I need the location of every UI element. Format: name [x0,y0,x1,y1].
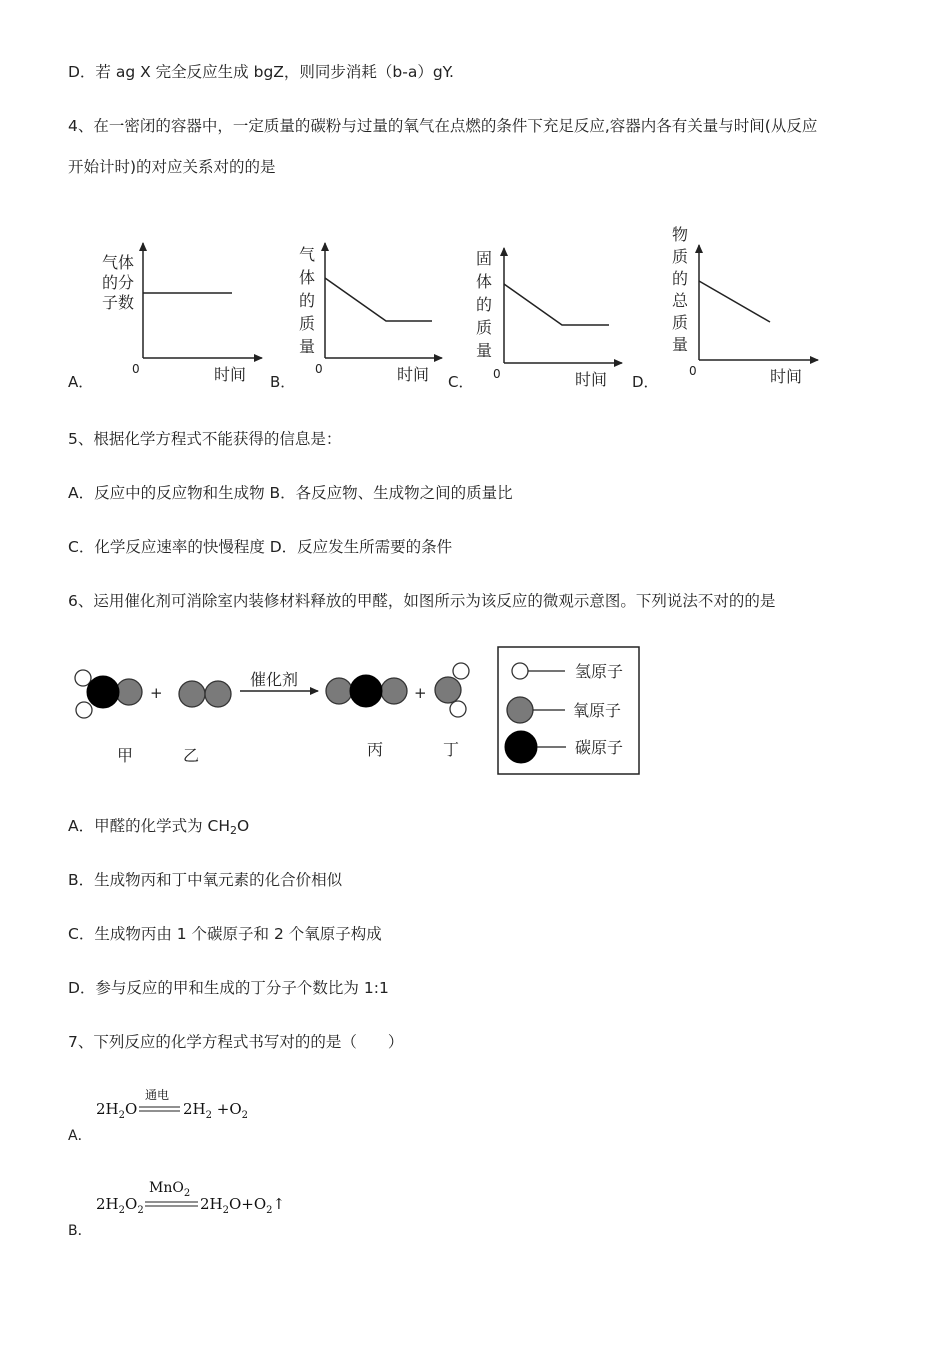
q3-option-d: D．若 ag X 完全反应生成 bgZ，则同步消耗（b-a）gY. [68,63,454,81]
q7-a-equation [96,1100,137,1121]
q7-b-condition [149,1180,190,1199]
graph-a [68,243,262,391]
q6-option-c: C．生成物丙由 1 个碳原子和 2 个氧原子构成 [68,925,382,943]
q7-b-double-line [144,1199,200,1209]
graph-b-ylabel-5: 量 [299,337,316,356]
graph-d-option-label: D． [632,373,659,391]
graph-b-option-label: B． [270,373,296,391]
jia-hydrogen-2 [76,702,92,718]
molecule-yi [179,681,231,707]
legend-hydrogen-label: 氢原子 [575,662,624,681]
graph-d-ylabel-1: 物 [672,225,689,244]
ding-oxygen [435,677,461,703]
q7-a-right-plus: +O [212,1100,242,1118]
bing-oxygen-2 [381,678,407,704]
label-jia: 甲 [117,746,134,765]
q7-a-left-sub: 2 [118,1110,125,1121]
graph-a-ylabel-3: 子数 [102,293,135,312]
q7-a-right1: 2H [183,1100,206,1118]
q7-a-label: A． [68,1128,92,1144]
ding-hydrogen-1 [453,663,469,679]
legend-hydrogen-icon [512,663,528,679]
graph-d-xlabel: 时间 [770,367,803,386]
graph-d-ylabel-5: 质 [672,313,689,332]
graph-c-ylabel-1: 固 [476,249,493,268]
yi-oxygen-2 [205,681,231,707]
graph-c-ylabel-5: 量 [476,341,493,360]
graph-d-ylabel-6: 量 [672,335,689,354]
graph-b-ylabel-1: 气 [299,245,316,264]
q7-b-equation [96,1195,144,1216]
q7-b-right2-sub: 2 [266,1205,273,1216]
q5-option-ab: A．反应中的反应物和生成物 B．各反应物、生成物之间的质量比 [68,484,513,502]
graph-a-ylabel-2: 的分 [102,273,135,292]
q5-option-cd: C．化学反应速率的快慢程度 D．反应发生所需要的条件 [68,538,453,556]
q6-reaction-diagram [0,640,950,780]
graph-b-curve [325,278,432,321]
q7-b-condition-text: MnO [149,1180,184,1196]
q6-option-a-suffix: O [237,817,250,835]
q6-stem: 6、运用催化剂可消除室内装修材料释放的甲醛，如图所示为该反应的微观示意图。下列说法不对的的是 [68,592,776,610]
graph-b-ylabel-2: 体 [299,268,316,287]
q6-option-a [68,814,249,837]
q4-stem-line2: 开始计时)的对应关系对的的是 [68,158,276,176]
yi-oxygen-1 [179,681,205,707]
graph-a-ylabel-1: 气体 [102,253,135,272]
molecule-ding [435,663,469,717]
graph-d [632,225,818,391]
q7-a-right1-sub: 2 [205,1110,212,1121]
q6-option-a-subscript: 2 [230,824,238,837]
q6-option-a-text: A．甲醛的化学式为 CH [68,817,231,835]
graph-c-ylabel-3: 的 [476,295,493,314]
label-ding: 丁 [443,740,460,759]
atom-legend [498,647,639,774]
q7-a-products [183,1100,248,1121]
graph-c-ylabel-4: 质 [476,318,493,337]
graph-d-ylabel-4: 总 [672,291,689,310]
graph-d-origin: 0 [689,364,697,378]
q7-b-right1: 2H [200,1195,223,1213]
graph-a-xlabel: 时间 [214,365,247,384]
graph-c [448,248,622,391]
q7-b-left-sub1: 2 [118,1205,125,1216]
graph-d-curve [699,281,770,322]
plus-sign-2: + [414,684,427,702]
molecule-bing [326,675,407,707]
q7-b-label: B． [68,1223,92,1239]
q7-b-right1-sub: 2 [222,1205,229,1216]
q7-b-left-mid: O [125,1195,138,1213]
graph-b [270,243,442,391]
label-bing: 丙 [367,740,384,759]
q6-option-b: B．生成物丙和丁中氧元素的化合价相似 [68,871,343,889]
q7-b-right-mid: O+O [229,1195,267,1213]
q7-b-products [200,1195,285,1216]
q7-b-condition-sub: 2 [183,1187,191,1199]
q7-b-left: 2H [96,1195,119,1213]
jia-carbon [87,676,119,708]
q7-a-condition: 通电 [145,1088,170,1102]
molecule-jia [75,670,142,718]
q7-b-left-sub2: 2 [137,1205,144,1216]
graph-a-option-label: A． [68,373,94,391]
ding-hydrogen-2 [450,701,466,717]
catalyst-label: 催化剂 [250,670,299,689]
label-yi: 乙 [183,746,200,765]
graph-b-xlabel: 时间 [397,365,430,384]
bing-carbon [350,675,382,707]
graph-b-origin: 0 [315,362,323,376]
graph-c-curve [504,284,609,325]
legend-carbon-label: 碳原子 [575,738,624,757]
q4-stem-line1: 4、在一密闭的容器中，一定质量的碳粉与过量的氧气在点燃的条件下充足反应,容器内各有关量与时间(从反应 [68,117,818,135]
q7-a-left: 2H [96,1100,119,1118]
q4-graphs [0,215,950,400]
q7-a-right2-sub: 2 [241,1110,249,1121]
graph-c-option-label: C． [448,373,474,391]
legend-oxygen-label: 氧原子 [573,701,622,720]
graph-d-ylabel-2: 质 [672,247,689,266]
q5-stem: 5、根据化学方程式不能获得的信息是： [68,430,342,448]
graph-d-ylabel-3: 的 [672,269,689,288]
graph-c-origin: 0 [493,367,501,381]
jia-oxygen [116,679,142,705]
graph-c-ylabel-2: 体 [476,272,493,291]
legend-oxygen-icon [507,697,533,723]
bing-oxygen-1 [326,678,352,704]
legend-carbon-icon [505,731,537,763]
graph-b-ylabel-4: 质 [299,314,316,333]
q7-stem: 7、下列反应的化学方程式书写对的的是（ ） [68,1033,404,1051]
q7-a-double-line [138,1104,183,1114]
graph-a-origin: 0 [132,362,140,376]
graph-b-ylabel-3: 的 [299,291,316,310]
q6-option-d: D．参与反应的甲和生成的丁分子个数比为 1:1 [68,979,389,997]
q7-b-gas-arrow: ↑ [272,1195,286,1213]
jia-hydrogen-1 [75,670,91,686]
plus-sign-1: + [150,684,163,702]
graph-c-xlabel: 时间 [575,370,608,389]
q7-a-left-end: O [125,1100,138,1118]
